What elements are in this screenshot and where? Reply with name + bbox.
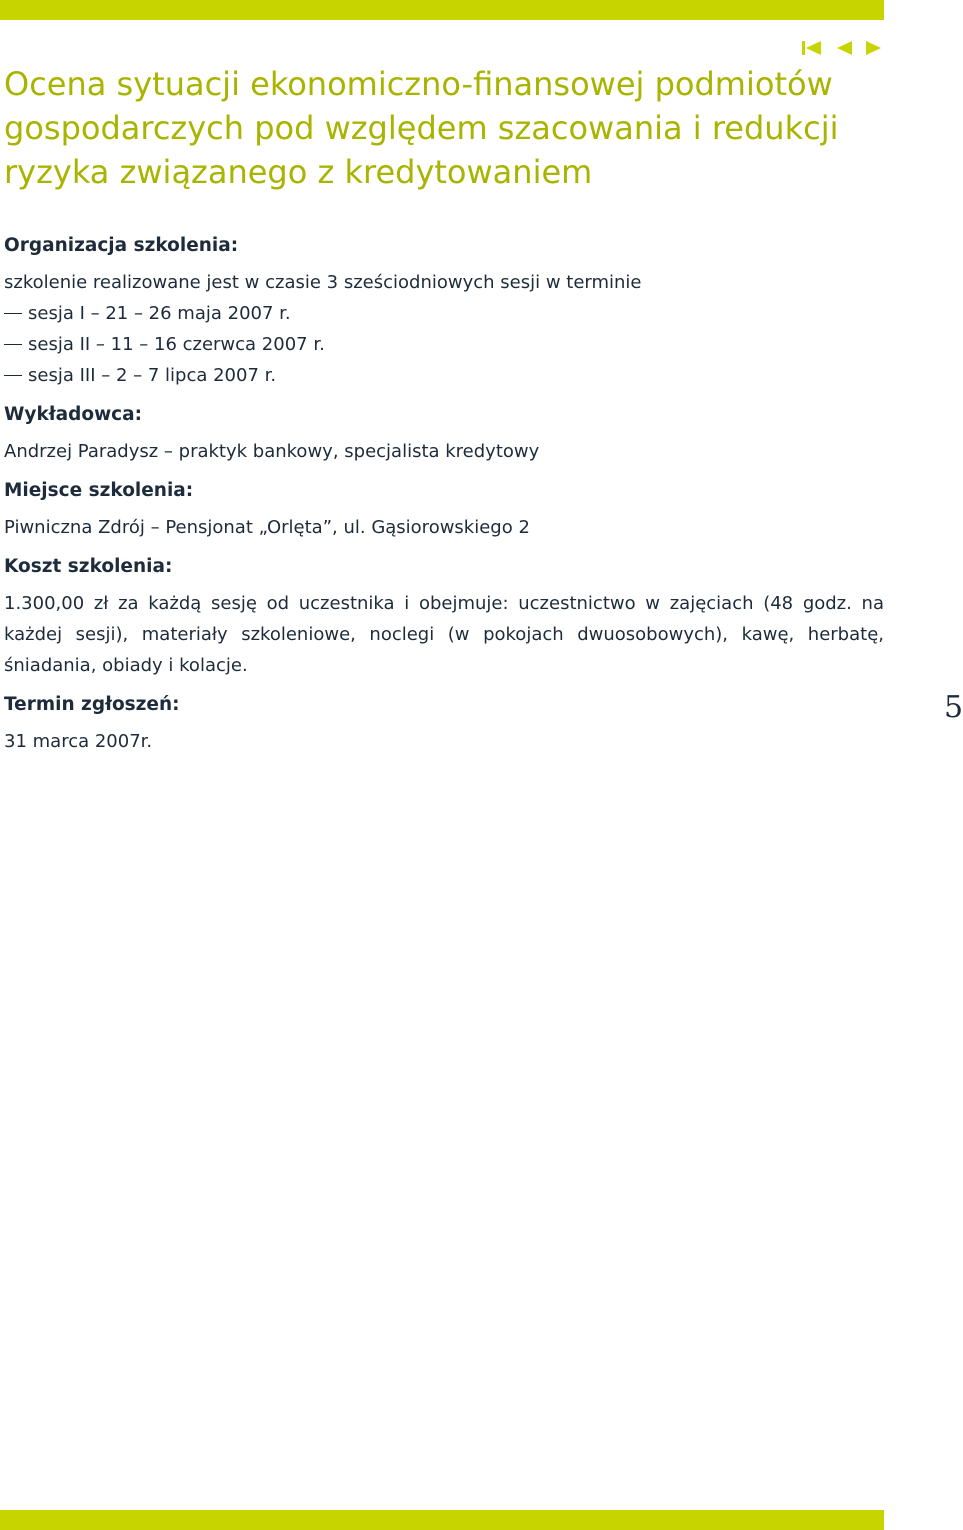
lecturer-text: Andrzej Paradysz – praktyk bankowy, specjalista kredytowy bbox=[4, 441, 540, 462]
session-item bbox=[4, 329, 884, 360]
dash-bullet bbox=[4, 313, 22, 315]
previous-page-icon[interactable] bbox=[836, 40, 852, 56]
content-body bbox=[4, 230, 884, 757]
bottom-accent-bar bbox=[0, 1510, 884, 1530]
venue-text: Piwniczna Zdrój – Pensjonat „Orlęta”, ul. Gąsiorowskiego 2 bbox=[4, 517, 530, 538]
page-navigation bbox=[802, 40, 882, 56]
organization-intro: szkolenie realizowane jest w czasie 3 sześciodniowych sesji w terminie bbox=[4, 272, 642, 293]
dash-bullet bbox=[4, 344, 22, 346]
cost-heading: Koszt szkolenia: bbox=[4, 556, 173, 577]
page-title: Ocena sytuacji ekonomiczno-finansowej podmiotów gospodarczych pod względem szacowania i redukcji ryzyka związanego z kredytowaniem bbox=[4, 65, 839, 191]
first-page-icon[interactable] bbox=[802, 40, 822, 56]
session-text: sesja I – 21 – 26 maja 2007 r. bbox=[28, 303, 291, 324]
session-item bbox=[4, 360, 884, 391]
session-text: sesja II – 11 – 16 czerwca 2007 r. bbox=[28, 334, 325, 355]
venue-heading: Miejsce szkolenia: bbox=[4, 480, 194, 501]
dash-bullet bbox=[4, 375, 22, 377]
lecturer-heading: Wykładowca: bbox=[4, 404, 143, 425]
organization-heading: Organizacja szkolenia: bbox=[4, 235, 239, 256]
session-item bbox=[4, 298, 884, 329]
deadline-text: 31 marca 2007r. bbox=[4, 731, 153, 752]
next-page-icon[interactable] bbox=[866, 40, 882, 56]
session-text: sesja III – 2 – 7 lipca 2007 r. bbox=[28, 365, 277, 386]
deadline-heading: Termin zgłoszeń: bbox=[4, 694, 180, 715]
top-accent-bar bbox=[0, 0, 884, 20]
page-number: 5 bbox=[944, 690, 963, 725]
cost-text: 1.300,00 zł za każdą sesję od uczestnika i obejmuje: uczestnictwo w zajęciach (48 godz. na każdej sesji), materiały szkoleniowe, noclegi (w pokojach dwuosobowych), kawę, herbatę, śniadania, obiady i kolacje. bbox=[4, 593, 884, 676]
